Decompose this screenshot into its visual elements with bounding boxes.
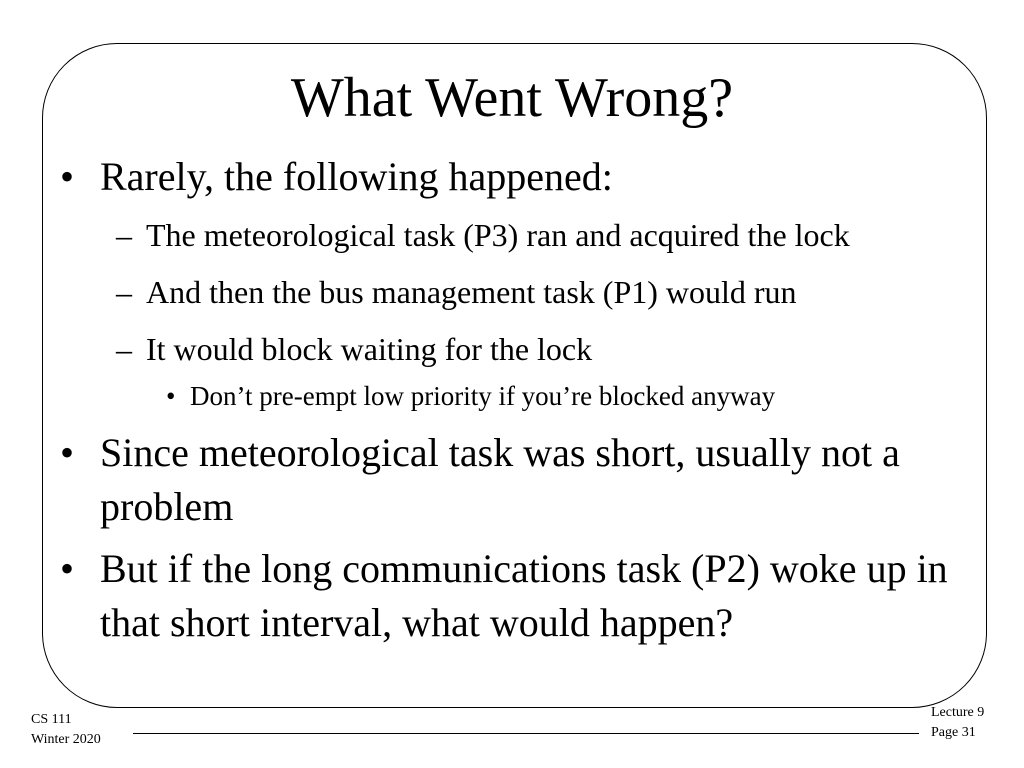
dash-icon: – [116,331,132,367]
bullet-item [58,426,968,534]
dash-icon: – [116,217,132,253]
bullet-icon: • [166,381,176,411]
slide-title: What Went Wrong? [290,67,734,129]
sub-bullet-item [58,326,968,372]
sub-bullet-text: The meteorological task (P3) ran and acquired the lock [146,217,850,253]
sub-bullet-text: And then the bus management task (P1) would run [146,274,797,310]
bullet-icon: • [60,546,75,591]
footer-page-info [931,703,984,743]
term-label: Winter 2020 [31,732,101,747]
dash-icon: – [116,274,132,310]
bullet-text: Since meteorological task was short, usually not a problem [100,430,900,529]
bullet-item [58,150,968,204]
page-label: Page 31 [931,725,976,740]
footer-divider [133,733,919,734]
lecture-label: Lecture 9 [931,705,985,720]
bullet-text: Rarely, the following happened: [100,154,613,199]
sub-bullet-item [58,212,968,258]
sub-sub-bullet-text: Don’t pre-empt low priority if you’re blocked anyway [190,381,776,411]
bullet-text: But if the long communications task (P2) woke up in that short interval, what would happen? [100,546,948,645]
sub-sub-bullet-item [58,378,968,414]
bullet-item [58,542,968,650]
footer-course-info [31,710,101,750]
course-label: CS 111 [31,712,72,727]
slide-body [58,150,968,658]
bullet-icon: • [60,154,75,199]
bullet-icon: • [60,430,75,475]
sub-bullet-item [58,269,968,315]
sub-bullet-text: It would block waiting for the lock [146,331,593,367]
